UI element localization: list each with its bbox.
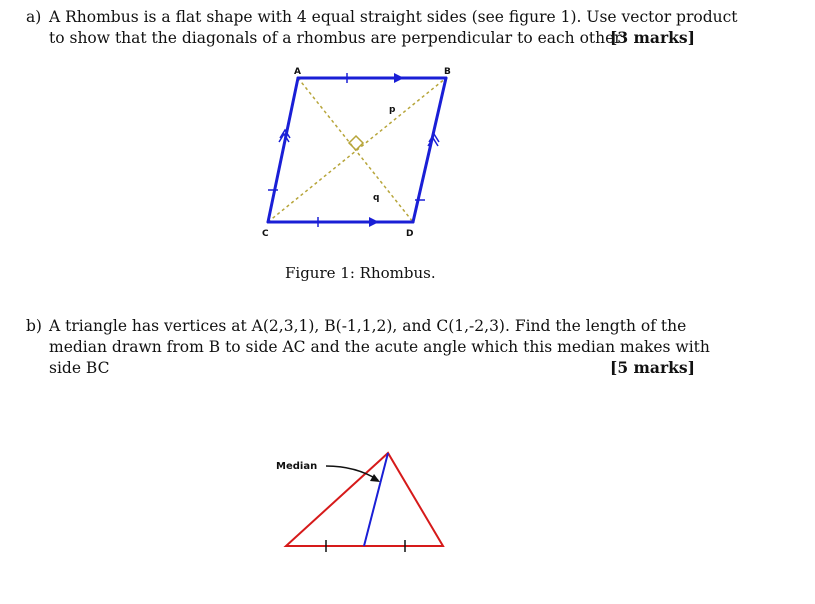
arrow-cd [369,217,379,227]
diagonal-label-p: p [389,105,396,115]
part-a-line-2: to show that the diagonals of a rhombus are perpendicular to each other [49,29,622,47]
vertex-label-d: D [406,229,414,239]
part-a-marks: [3 marks] [610,28,695,47]
figure-1-caption: Figure 1: Rhombus. [285,264,436,282]
median-label: Median [276,461,318,472]
median-pointer-arrow [370,474,380,482]
part-a-line-1: A Rhombus is a flat shape with 4 equal straight sides (see figure 1). Use vector product [49,8,738,26]
part-b-line-3: side BC [49,359,110,377]
part-b-label: b) [26,317,42,335]
part-b-line-1: A triangle has vertices at A(2,3,1), B(-1,1,2), and C(1,-2,3). Find the length of the [49,317,687,335]
part-a-label: a) [26,8,42,26]
part-b-marks: [5 marks] [610,358,695,377]
part-b-line-2: median drawn from B to side AC and the acute angle which this median makes with [49,338,710,356]
right-angle-marker [349,136,363,150]
diagonal-label-q: q [373,193,380,203]
vertex-label-c: C [262,229,269,239]
side-ca [268,78,298,222]
vertex-label-b: B [444,67,451,77]
vertex-label-a: A [294,67,301,77]
median-line [364,453,388,546]
arrow-ab [394,73,404,83]
